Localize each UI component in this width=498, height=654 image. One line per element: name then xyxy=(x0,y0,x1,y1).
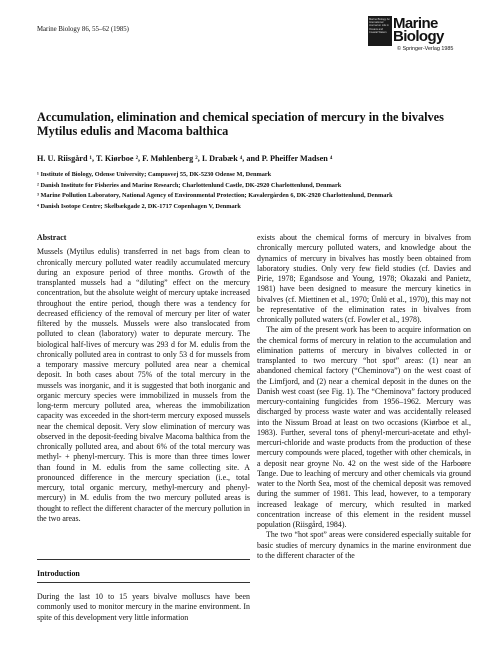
intro-heading: Introduction xyxy=(37,569,80,578)
intro-text: During the last 10 to 15 years bivalve molluscs have been commonly used to monitor mercury in the marine environment. In spite of this development very little information xyxy=(37,592,250,622)
logo-word-biology: Biology xyxy=(393,28,444,45)
affiliations xyxy=(37,170,393,212)
paper-title xyxy=(37,110,467,138)
intro-continued-column xyxy=(257,233,471,561)
affiliation-1: ¹ Institute of Biology, Odense University; Campusvej 55, DK-5230 Odense M, Denmark xyxy=(37,171,272,178)
journal-citation: Marine Biology 86, 55–62 (1985) xyxy=(37,26,129,33)
divider-top xyxy=(37,559,250,560)
logo-mark xyxy=(368,16,392,46)
abstract-heading: Abstract xyxy=(37,233,67,242)
divider-bottom xyxy=(37,582,250,583)
affiliation-3: ³ Marine Pollution Laboratory, National Agency of Environmental Protection; Kavalergården 6, DK-2920 Charlottenlund, Denmark xyxy=(37,192,393,199)
journal-logo xyxy=(368,16,468,64)
body-paragraph-2: The aim of the present work has been to acquire information on the chemical forms of mercury in relation to the accumulation and elimination patterns of mercury in bivalves collected in or transplanted to two mercury “hot spot” areas: (1) near an abandoned chemical factory (“Cheminova”) on the west coast of the Limfjord, and (2) near a chemical deposit in the dunes on the Danish west coast (see Fig. 1). The “Cheminova” factory produced mercury-containing fungicides from 1956–1962. Mercury was discharged by process waste water and was accidentally released into the Nissum Broad at least on two occasions (Kiørboe et al., 1983). Further, several tons of phenyl-mercuri-acetate and ethyl-mercuri-chloride and waste products from the production of these mercury compounds were placed, together with other chemicals, in a deposit near groyne No. 42 on the west side of the Harboøre Tange. Due to leaching of mercury and other chemicals via ground water to the North Sea, most of the chemical deposit was removed during the summer of 1981. This lead, however, to a temporary increased leakage of mercury, which resulted in marked concentration increase of this element in the resident mussel population (Riisgård, 1984). xyxy=(257,325,471,529)
logo-word-marine: Marine xyxy=(393,15,438,32)
affiliation-4: ⁴ Danish Isotope Centre; Skelbækgade 2, DK-1717 Copenhagen V, Denmark xyxy=(37,202,241,210)
body-paragraph-1: exists about the chemical forms of mercury in bivalves from chronically mercury polluted waters, and knowledge about the dynamics of mercury in bivalves has mostly been obtained from laboratory studies. Only very few field studies (cf. Davies and Pirie, 1978; Egandsose and Young, 1978; Okazaki and Panietz, 1981) have been designed to measure the mercury kinetics in bivalves (cf. Miettinen et al., 1970; Ünlü et al., 1970), this may not be representative of the elimination rates in bivalves from chronically polluted waters (cf. Fowler et al., 1978). xyxy=(257,233,471,324)
affiliation-2: ² Danish Institute for Fisheries and Marine Research; Charlottenlund Castle, DK-2920 Charlottenlund, Denmark xyxy=(37,181,342,189)
title-line-1: Accumulation, elimination and chemical speciation of mercury in the bivalves xyxy=(37,110,444,124)
title-line-2: Mytilus edulis and Macoma balthica xyxy=(37,124,229,138)
author-list: H. U. Riisgård ¹, T. Kiørboe ², F. Møhlenberg ², I. Drabæk ⁴, and P. Pheiffer Madsen ⁴ xyxy=(37,154,333,163)
publisher-notice: © Springer-Verlag 1985 xyxy=(397,46,454,52)
logo-small-text: Marine Biology An International Journal on Life in Oceans and Coastal Waters xyxy=(369,18,390,34)
intro-column xyxy=(37,592,250,623)
abstract-column xyxy=(37,233,250,524)
body-paragraph-3: The two “hot spot” areas were considered especially suitable for basic studies of mercury dynamics in the marine environment due to the different character of the xyxy=(257,530,471,560)
abstract-text: Mussels (Mytilus edulis) transferred in net bags from clean to chronically mercury polluted water readily accumulated mercury during an exposure period of three months. Growth of the transplanted mussels had a “diluting” effect on the mercury concentration, but the absolute weight of mercury uptake increased throughout the entire period, though there was a tendency for decreased efficiency of the removal of mercury per liter of water filtered by the mussels. Mussels were also translocated from polluted to clean (laboratory) water to depurate mercury. The biological half-lives of mercury was 293 d for M. edulis from the chronically polluted area in contrast to only 53 d for mussels from a temporary massive mercury polluted area near a chemical deposit. In both cases about 75% of the total mercury in the mussels was inorganic, and it is suggested that both inorganic and organic mercury species were immobilized in mussels from the long-term mercury polluted area, whereas the immobilization capacity was exceeded in the short-term mercury exposed mussels near the chemical deposit. Very slow elimination of mercury was observed in the deposit-feeding bivalve Macoma balthica from the chronically polluted area, and about 6% of the total mercury was methyl- + phenyl-mercury. This is more than three times lower than found in M. edulis from the same collecting site. A pronounced difference in the mercury speciation (i.e., total mercury, total organic mercury, methyl-mercury and phenyl-mercury) in M. edulis from the two mercury polluted areas is thought to reflect the different character of the mercury pollution in the two areas. xyxy=(37,247,250,523)
